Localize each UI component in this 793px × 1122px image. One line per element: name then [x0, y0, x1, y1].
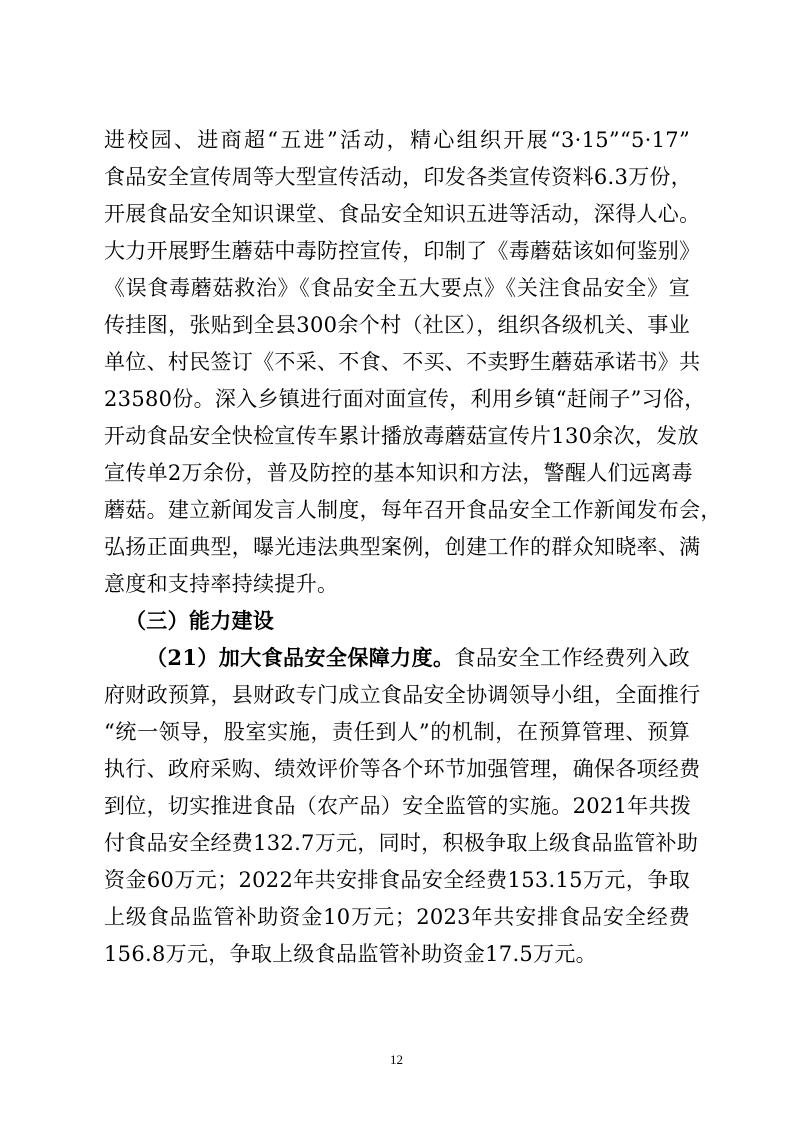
paragraph-line: 上级食品监管补助资金10万元；2023年共安排食品安全经费 — [104, 905, 690, 929]
paragraph-line: 156.8万元，争取上级食品监管补助资金17.5万元。 — [104, 942, 597, 966]
paragraph-line: 意度和支持率持续提升。 — [104, 572, 339, 596]
paragraph-line: “统一领导，股室实施，责任到人”的机制，在预算管理、预算 — [104, 720, 690, 744]
paragraph-line: 开展食品安全知识课堂、食品安全知识五进等活动，深得人心。 — [104, 202, 701, 226]
item-lead-bold: （21）加大食品安全保障力度。 — [146, 645, 455, 670]
paragraph-line — [146, 646, 690, 670]
paragraph-line: 《误食毒蘑菇救治》《食品安全五大要点》《关注食品安全》宣 — [104, 276, 690, 300]
paragraph-line: 单位、村民签订《不采、不食、不买、不卖野生蘑菇承诺书》共 — [104, 350, 701, 374]
paragraph-line: 23580份。深入乡镇进行面对面宣传，利用乡镇“赶闹子”习俗， — [104, 387, 706, 411]
paragraph-line: 执行、政府采购、绩效评价等各个环节加强管理，确保各项经费 — [104, 757, 701, 781]
paragraph-line: 大力开展野生蘑菇中毒防控宣传，印制了《毒蘑菇该如何鉴别》 — [104, 239, 701, 263]
paragraph-line: 传挂图，张贴到全县300余个村（社区），组织各级机关、事业 — [104, 313, 690, 337]
item-lead-text: 食品安全工作经费列入政 — [454, 646, 690, 670]
paragraph-line: 进校园、进商超“五进”活动，精心组织开展“3·15”“5·17” — [104, 128, 690, 152]
paragraph-line: 开动食品安全快检宣传车累计播放毒蘑菇宣传片130余次，发放 — [104, 424, 699, 448]
paragraph-line: 付食品安全经费132.7万元，同时，积极争取上级食品监管补助 — [104, 831, 699, 855]
paragraph-line: 府财政预算，县财政专门成立食品安全协调领导小组，全面推行 — [104, 683, 701, 707]
paragraph-line: 资金60万元；2022年共安排食品安全经费153.15万元，争取 — [104, 868, 690, 892]
paragraph-line: 弘扬正面典型，曝光违法典型案例，创建工作的群众知晓率、满 — [104, 535, 701, 559]
paragraph-line: 食品安全宣传周等大型宣传活动，印发各类宣传资料6.3万份， — [104, 165, 693, 189]
section-heading: （三）能力建设 — [125, 608, 275, 633]
page-number: 12 — [390, 1052, 403, 1067]
paragraph-line: 宣传单2万余份，普及防控的基本知识和方法，警醒人们远离毒 — [104, 461, 693, 485]
paragraph-line: 蘑菇。建立新闻发言人制度，每年召开食品安全工作新闻发布会， — [104, 498, 722, 522]
paragraph-line: 到位，切实推进食品（农产品）安全监管的实施。2021年共拨 — [104, 794, 692, 818]
